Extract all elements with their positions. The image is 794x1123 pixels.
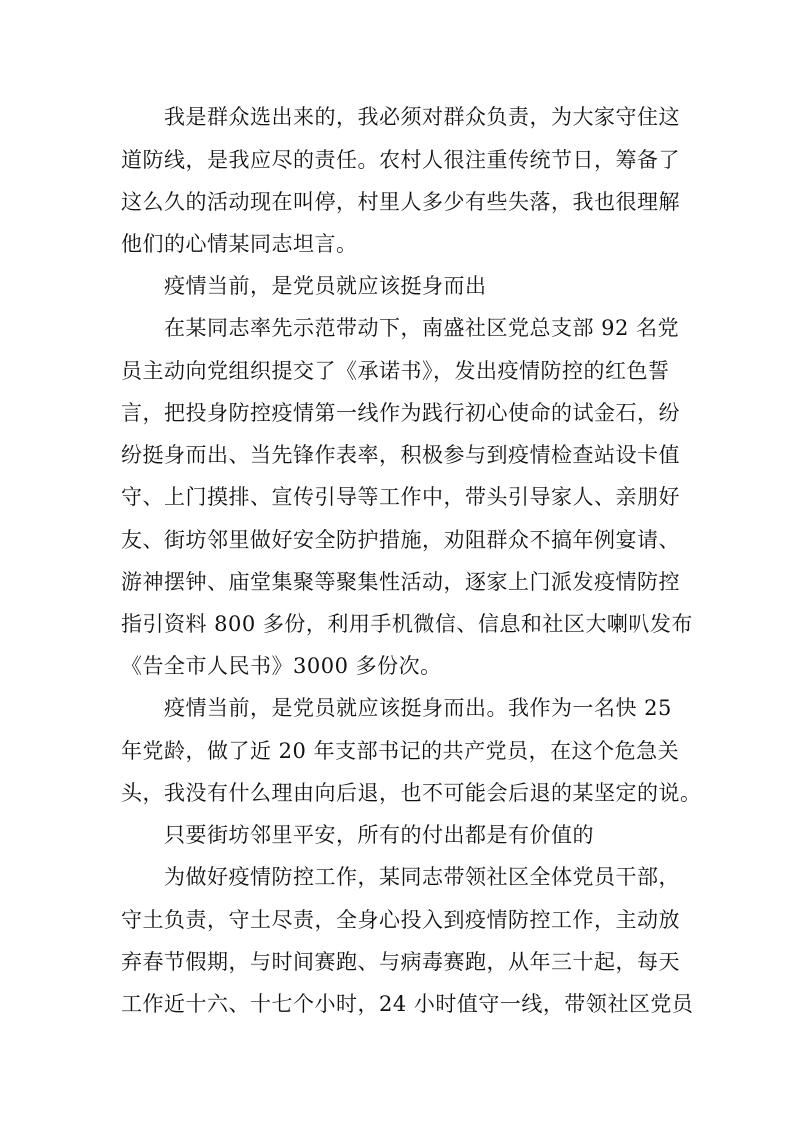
section-heading: 只要街坊邻里平安，所有的付出都是有价值的 bbox=[164, 823, 594, 847]
paragraph-line: 年党龄，做了近 20 年支部书记的共产党员，在这个危急关 bbox=[121, 739, 680, 763]
paragraph-line: 友、街坊邻里做好安全防护措施，劝阻群众不搞年例宴请、 bbox=[121, 528, 680, 552]
paragraph-line: 纷挺身而出、当先锋作表率，积极参与到疫情检查站设卡值 bbox=[121, 443, 680, 467]
paragraph-line: 守土负责，守土尽责，全身心投入到疫情防控工作，主动放 bbox=[121, 908, 680, 932]
paragraph-line: 疫情当前，是党员就应该挺身而出。我作为一名快 25 bbox=[164, 696, 672, 720]
paragraph-line: 守、上门摸排、宣传引导等工作中，带头引导家人、亲朋好 bbox=[121, 485, 680, 509]
paragraph-line: 员主动向党组织提交了《承诺书》，发出疫情防控的红色誓 bbox=[121, 359, 670, 383]
paragraph-line: 这么久的活动现在叫停，村里人多少有些失落，我也很理解 bbox=[121, 190, 680, 214]
paragraph-line: 在某同志率先示范带动下，南盛社区党总支部 92 名党 bbox=[164, 316, 680, 340]
paragraph-line: 工作近十六、十七个小时，24 小时值守一线，带领社区党员 bbox=[121, 992, 694, 1016]
section-heading: 疫情当前，是党员就应该挺身而出 bbox=[164, 274, 487, 298]
paragraph-line: 言，把投身防控疫情第一线作为践行初心使命的试金石，纷 bbox=[121, 401, 680, 425]
paragraph-line: 《告全市人民书》3000 多份次。 bbox=[121, 654, 442, 678]
paragraph-line: 头，我没有什么理由向后退，也不可能会后退的某坚定的说。 bbox=[121, 781, 702, 805]
paragraph-line: 游神摆钟、庙堂集聚等聚集性活动，逐家上门派发疫情防控 bbox=[121, 570, 680, 594]
paragraph-line: 弃春节假期，与时间赛跑、与病毒赛跑，从年三十起，每天 bbox=[121, 950, 680, 974]
paragraph-line: 指引资料 800 多份，利用手机微信、信息和社区大喇叭发布 bbox=[121, 612, 693, 636]
paragraph-line: 为做好疫情防控工作，某同志带领社区全体党员干部， bbox=[164, 865, 680, 889]
paragraph-line: 我是群众选出来的，我必须对群众负责，为大家守住这 bbox=[164, 105, 680, 129]
paragraph-line: 道防线，是我应尽的责任。农村人很注重传统节日，筹备了 bbox=[121, 148, 680, 172]
paragraph-line: 他们的心情某同志坦言。 bbox=[121, 232, 358, 256]
